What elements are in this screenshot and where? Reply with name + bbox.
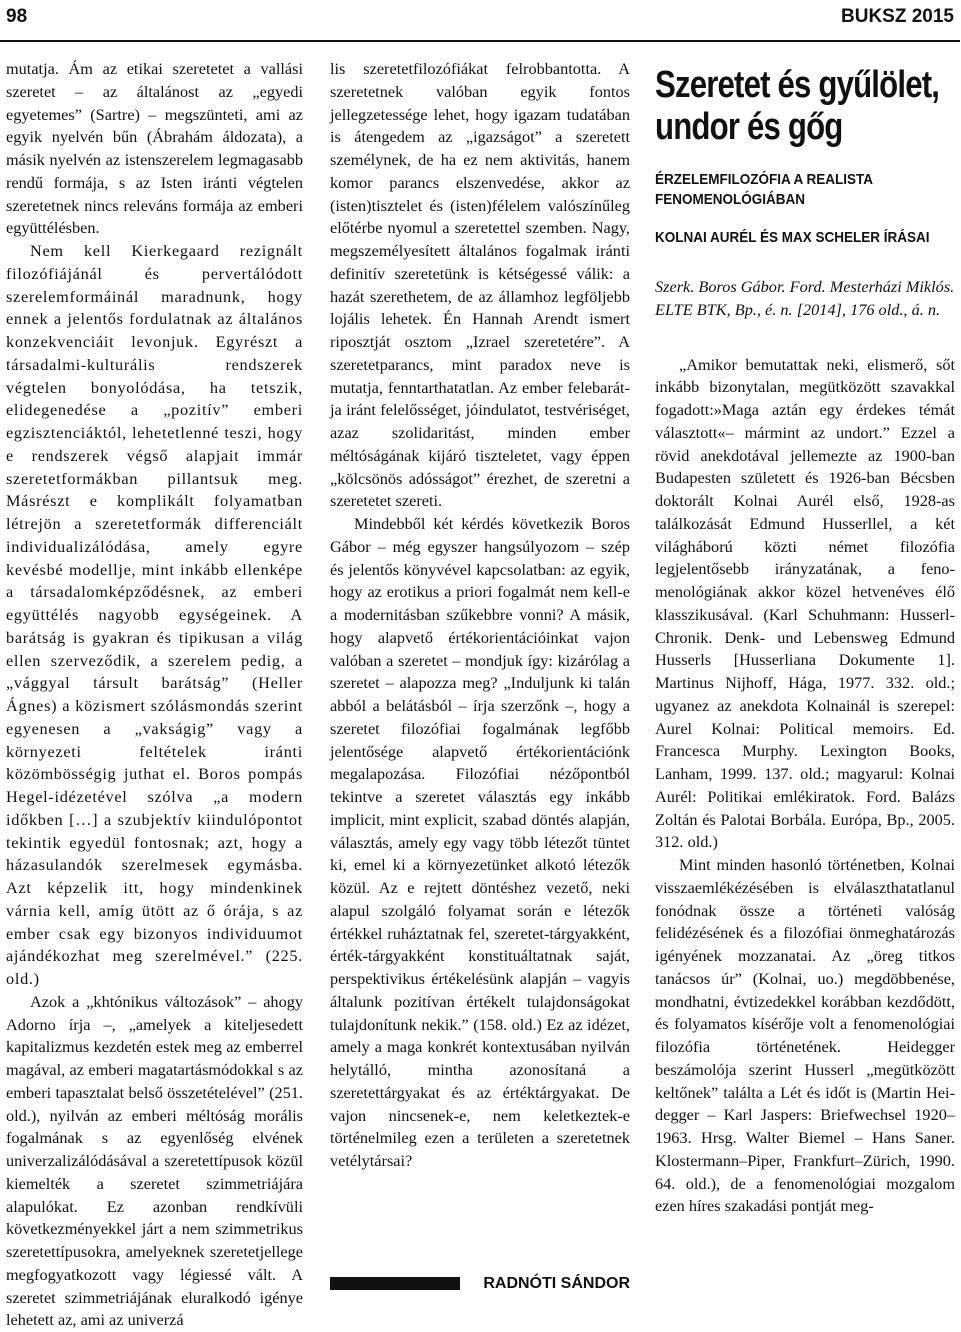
review-authors: KOLNAI AURÉL ÉS MAX SCHELER ÍRÁSAI (655, 229, 930, 246)
paragraph: Mint minden hasonló történetben, Kolnai visszaemlékézésében is elválaszthatatlanul fonódnak össze a történeti valóság felidézésének és a filozófiai önmeghatározás igényének mozzanatai. Az „öreg titkos tanácsos úr” (Kolnai, uo.) megdöbbenése, mondhatni, évtizedekkel korábban kezdődött, és folyamatos kísérője volt a fenomenológiai filozófia történetének. Heidegger beszámolója szerint Husserl „megütközött keltőnek” találta a Lét és időt is (Martin Heidegger – Karl Jaspers: Briefwechsel 1920–1963. Hrsg. Walter Biemel – Hans Saner. Klostermann–Piper, Frankfurt–Zürich, 1990. 64. old.), de a fenomenológiai mozgalom ezen híres szakadási pontját meg- (655, 855, 955, 1216)
reviewer-name: RADNÓTI SÁNDOR (483, 1275, 630, 1292)
bibliographic-info: Szerk. Boros Gábor. Ford. Mesterházi Miklós. ELTE BTK, Bp., é. n. [2014], 176 old., á. n. (655, 277, 955, 319)
byline-bar (330, 1277, 460, 1290)
text-column-1 (6, 58, 303, 1330)
paragraph: mutatja. Ám az etikai szeretetet a vallási szeretet – az általánost az „egyedi egyetemes” (Sartre) – megszünteti, ami az egyik nyelvén bűn (Ábrahám áldozata), a másik nyelvén az istenszerelem legmagasabb rendű formája, s az Isten iránti végtelen szeretetnek nincs releváns formája az emberi együttélésben. (6, 59, 303, 238)
paragraph: Azok a „khtónikus változások” – ahogy Adorno írja –, „amelyek a kiteljesedett kapitalizmus kezdetén estek meg az emberrel magával, az emberi magatartásmódokkal s az emberi tapasztalat belső összetételével” (251. old.), nyilván az emberi méltóság morális fogalmának s az egyenlőség elvének univerzalizálódásával a szeretettípusok közül kiemelték a szeretet szimmetriájára alapulókat. Ez azonban rendkívüli következményekkel járt a nem szimmetrikus szeretettípusokra, amelyeknek szeretetjellege megfogyatkozott vagy légiessé vált. A szeretet szimmetriájának eluralkodó igénye lehetett az, ami az univerzá (6, 991, 303, 1330)
paragraph: lis szeretetfilozófiákat felrobbantotta. A szeretetnek valóban egyik fontos jellegzetessége lehet, hogy igazam tudatában is átengedem az „igazságot” a szeretett személynek, de ha ez nem aktivitás, hanem komor parancs elszenvedése, akkor az (isten)tisztelet és (isten)félelem valószínűleg előtérbe nyomul a szeretettel szemben. Nagy, megszemélyesített általános fogalmak iránti definitív szeretetünk is kétségessé válik: a hazát szerethetem, de az államhoz legföljebb lojális lehetek. Én Hannah Arendt ismert riposztját osztom „Izrael szeretetére”. A szeretetparancs, mint paradox neve is mutatja, fenntarthatatlan. Az ember felebarátja iránt felelősséget, jóindulatot, testvériséget, azaz szolidaritást, minden ember méltóságának kijáró tiszteletet, vagy éppen „kölcsönös adósságot” érezhet, de szeretni a szeretetet szereti. (330, 59, 630, 511)
review-title: Szeretet és gyűlölet, undor és gőg (655, 64, 940, 148)
page-header (0, 0, 960, 42)
page-number: 98 (6, 6, 28, 27)
review-subtitle: ÉRZELEMFILOZÓFIA A REALISTA FENOMENOLÓGIÁBAN (655, 171, 873, 208)
text-column-2 (330, 58, 630, 1276)
text-column-3 (655, 64, 955, 1294)
reviewer-byline (330, 1274, 630, 1294)
journal-title: BUKSZ 2015 (841, 6, 954, 27)
paragraph: „Amikor bemutattak neki, elismerő, sőt inkább bizonytalan, megütközött szavakkal fogadott:»Maga aztán egy érdekes témát választott«– mármint az undort.” Ezzel a rövid anekdotával jellemezte az 1900-ban Budapesten született és 1926-ban Bécsben doktorált Kolnai Aurél első, 1928-as találkozását Edmund Husserllel, a két világháború közti német filozófia legjelentősebb irányzatának, a fenomenológiának akkor közel hetvenéves élő klasszikusával. (Karl Schuhmann: Husserl-Chronik. Denk- und Lebensweg Edmund Husserls [Husserliana Dokumente 1]. Martinus Nijhoff, Hága, 1977. 332. old.; ugyanez az anekdota Kolnainál is szerepel: Aurel Kolnai: Political memoirs. Ed. Francesca Murphy. Lexington Books, Lanham, 1999. 137. old.; magyarul: Kolnai Aurél: Politikai emlékiratok. Ford. Balázs Zoltán és Palotai Borbála. Európa, Bp., 2005. 312. old.) (655, 354, 955, 852)
paragraph: Mindebből két kérdés következik Boros Gábor – még egyszer hangsúlyozom – szép és jelentős könyvével kapcsolatban: az egyik, hogy az erotikus a priori fogalmát nem kell-e a modernitásban szűkebbre vonni? A másik, hogy alapvető értékorientációinkat vajon valóban a szeretet – mondjuk így: kizárólag a szeretet – alapozza meg? „Induljunk ki talán abból a belátásból – írja szerzőnk –, hogy a szeretet filozófiai fogalmának legfőbb jelentősége alapvető értékorientációnk megalapozása. Filozófiai nézőpontból tekintve a szeretet választás egy inkább implicit, mint explicit, szabad döntés alapján, választás, amely egy vagy több létezőt tüntet ki, emel ki a környezetünket alkotó létezők közül. Az e rejtett döntéshez vezető, neki alapul szolgáló folyamat során e létezők értékkel ruháztatnak fel, szeretet-tárgyakként, érték-tárgyakként konstituáltatnak saját, perspektivikus értékelésünk alapján – vagyis általunk pozitívan értékelt tulajdonságokat tulajdonítunk nekik.” (158. old.) Ez az idézet, amely a maga konkrét kontextusában nyilván helytálló, mintha azonosítaná a szeretettárgyakat és az értéktárgyakat. De vajon nincsenek-e, nem keletkeztek-e történelmileg ezen a területen a szeretetnek vetélytársai? (330, 514, 630, 1170)
paragraph: Nem kell Kierkegaard rezignált filozófiájánál és pervertálódott szerelemformáinál maradnunk, hogy ennek a jelentős fordulatnak az általános konzekvenciáit levonjuk. Egyrészt a társadalmi-kulturális rendszerek végtelen bonyolódása, ha tetszik, elidegenedése a „pozitív” emberi egzisztenciáktól, lehetetlenné teszi, hogy e rendszerek végső alapjait immár szeretetformákban pillantsuk meg. Másrészt e komplikált folyamatban létrejön a szeretetformák differenciált individualizálódása, amely egyre kevésbé modellje, mint inkább ellenképe a társadalomképződésnek, az emberi együttélés nagyobb egységeinek. A barátság is gyakran és tipikusan a világ ellen szerveződik, a szerelem pedig, a „vággyal társult barátság” (Heller Ágnes) a közismert szólásmondás szerint egyenesen a „vakságig” vagy a környezeti feltételek iránti közömbösségig juthat el. Boros pompás Hegel-idézetével szólva „a modern időkben […] a szubjektív kiindulópontot tekintik egyedül fontosnak; azt, hogy a házasulandók szerelmesek egymásba. Azt képzelik itt, hogy mindenkinek várnia kell, amíg ütött az ő órája, s az ember csak egy bizonyos individuumot ajándékozhat meg szerelmével.” (225. old.) (6, 241, 303, 988)
